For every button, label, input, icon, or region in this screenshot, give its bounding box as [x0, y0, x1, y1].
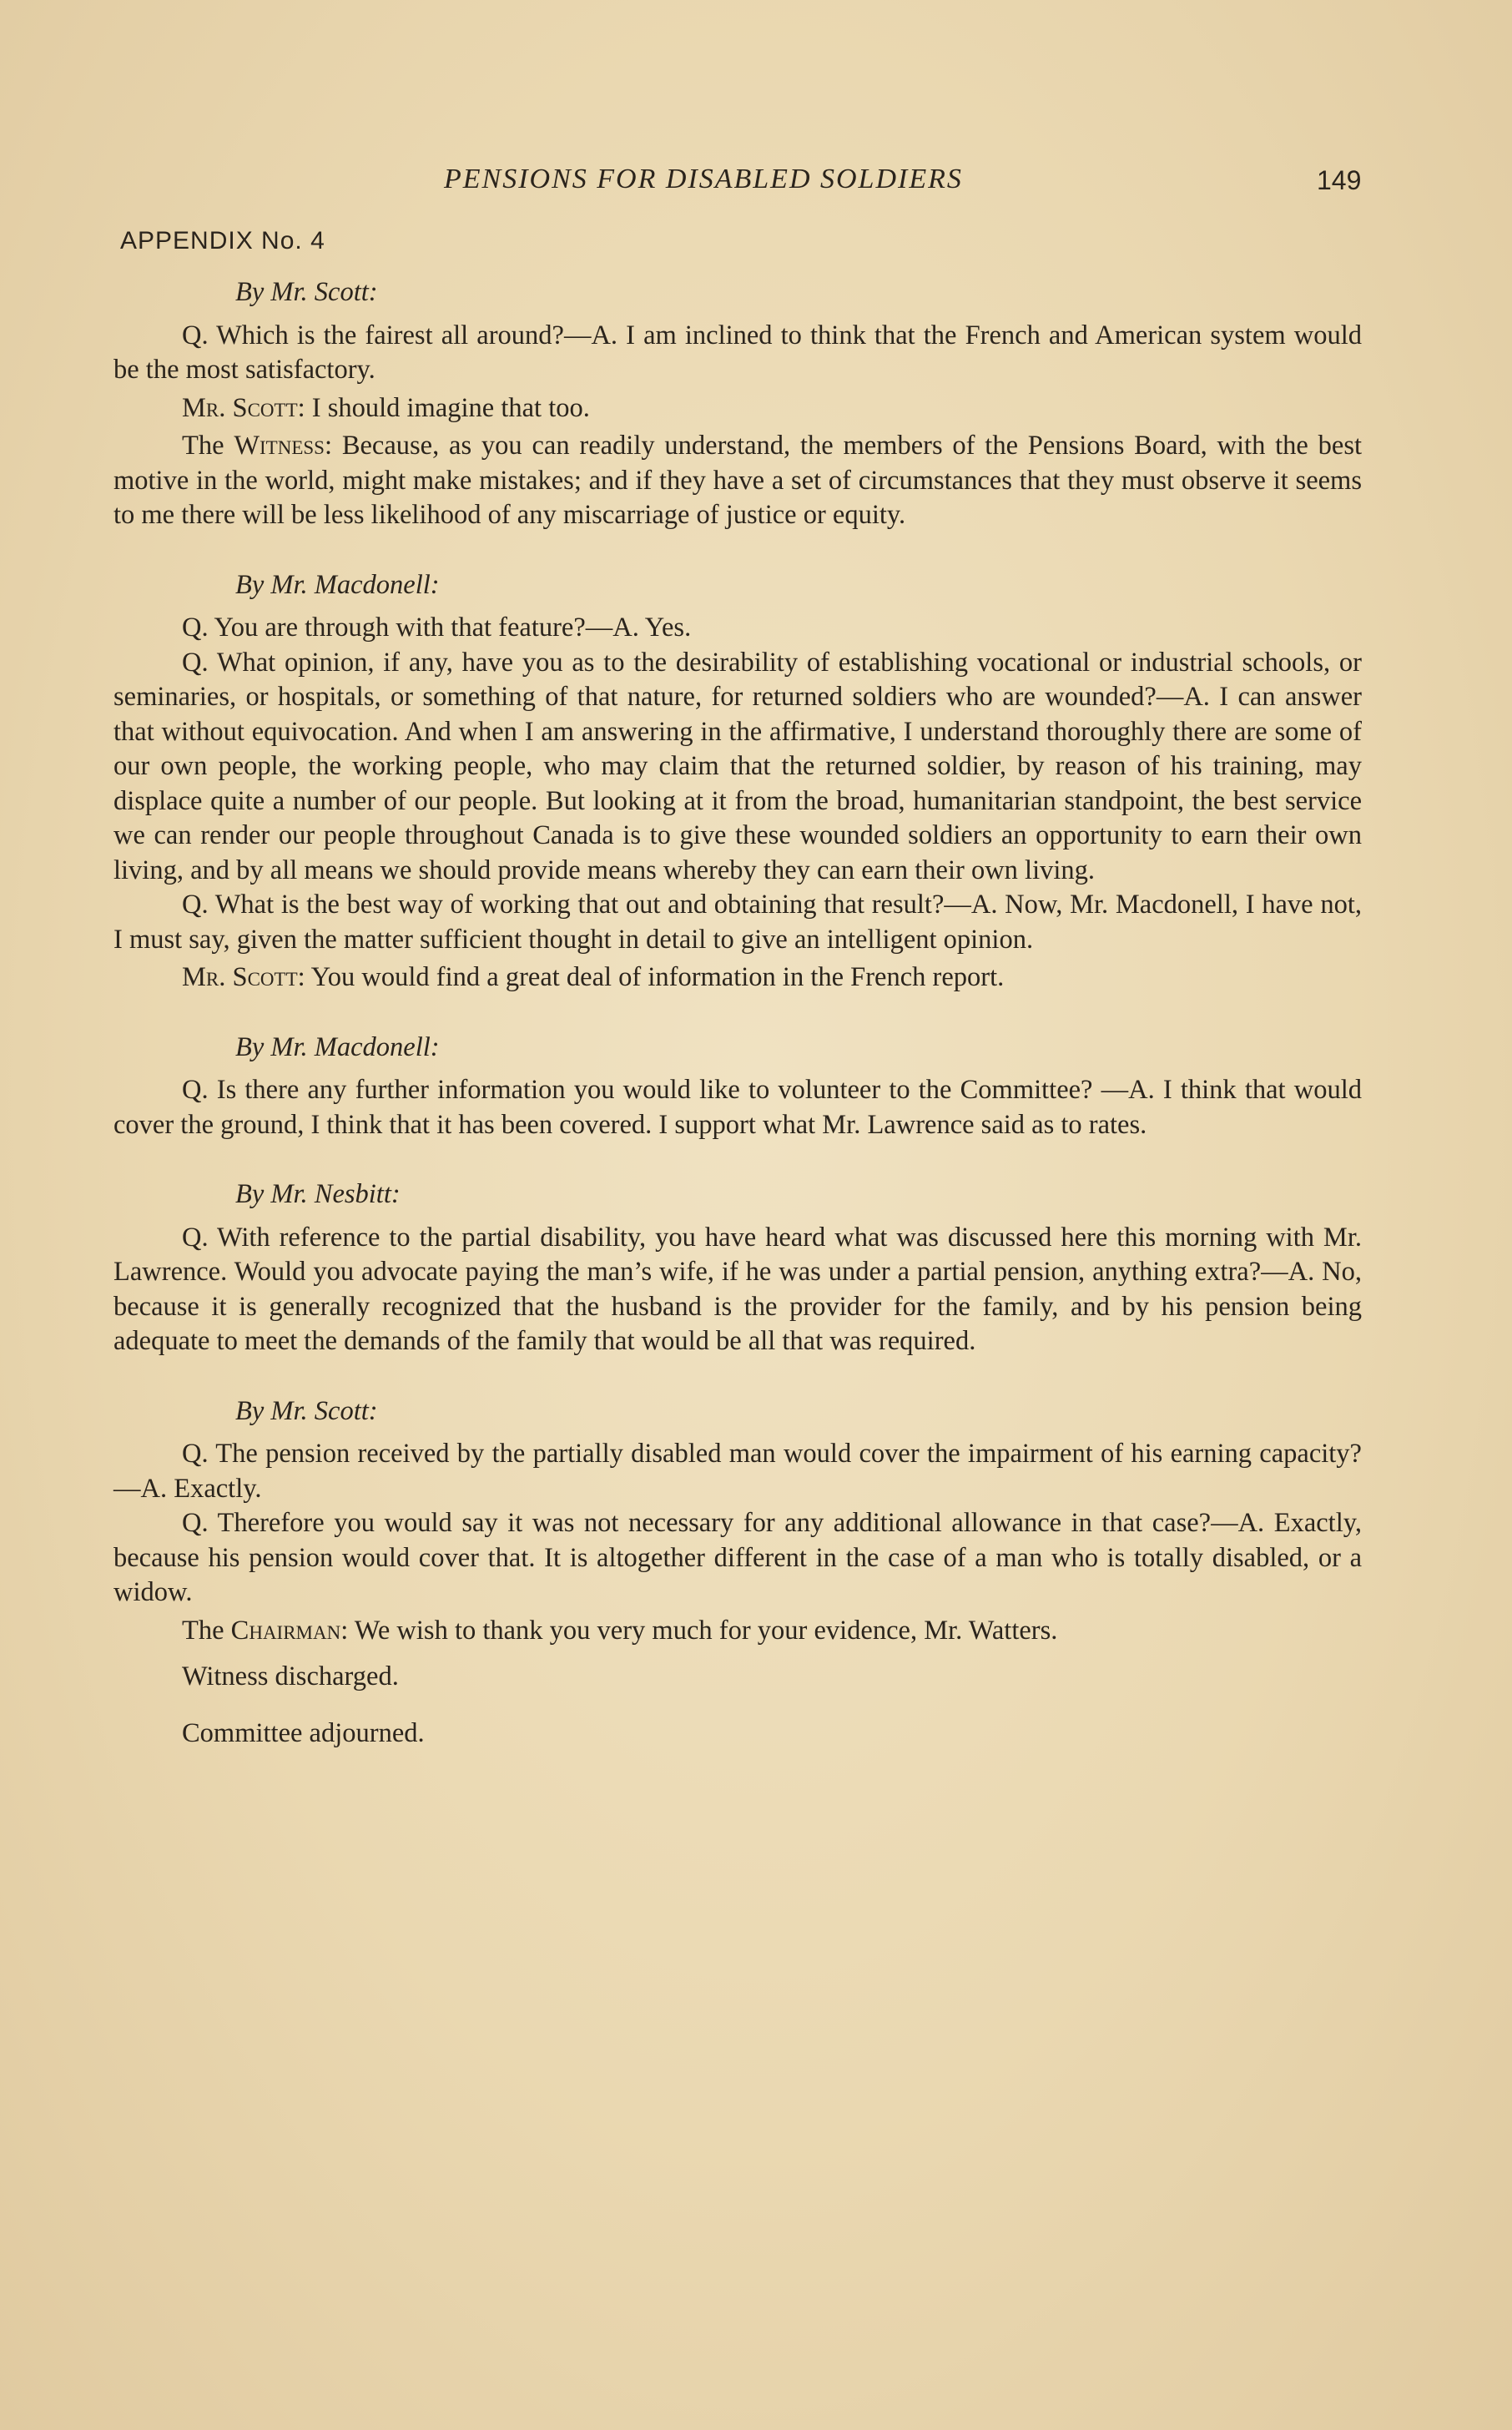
speaker-paragraph [113, 1614, 1362, 1649]
speaker-name: Mr. Scott [182, 962, 298, 992]
speaker-paragraph [113, 960, 1362, 996]
examiner-heading: By Mr. Macdonell: [235, 1031, 440, 1062]
speaker-text: : Because, as you can readily understand, the members of the Pensions Board, with the best motive in the world, might make mistakes; and if they have a set of circumstances that they must observe it seems to me there will be less likelihood of any miscarriage of justice or equity. [113, 431, 1362, 530]
examiner-heading: By Mr. Scott: [235, 277, 378, 307]
question-paragraph: Q. You are through with that feature?—A. Yes. [182, 613, 692, 643]
speaker-name: Mr. Scott [182, 392, 298, 423]
speaker-text: : You would find a great deal of information in the French report. [297, 962, 1005, 992]
question-paragraph: Q. Therefore you would say it was not necessary for any additional allowance in that case?—A. Exactly, because his pension would cover that. It is altogether different in the case of a man who is totally disabled, or a widow. [113, 1508, 1362, 1607]
appendix-label: APPENDIX No. 4 [120, 227, 325, 255]
speaker-prefix: The [182, 431, 234, 461]
speaker-prefix: The [182, 1615, 231, 1646]
speaker-text: : I should imagine that too. [297, 392, 590, 423]
examiner-heading: By Mr. Macdonell: [235, 569, 440, 600]
examiner-heading: By Mr. Nesbitt: [235, 1179, 401, 1209]
question-paragraph: Q. What is the best way of working that out and obtaining that result?—A. Now, Mr. Macdonell, I have not, I must say, given the matter sufficient thought in detail to give an intelligent opinion. [113, 890, 1362, 955]
page-number: 149 [1317, 165, 1362, 195]
speaker-name: Witness [234, 431, 325, 461]
speaker-text: : We wish to thank you very much for your evidence, Mr. Watters. [340, 1615, 1058, 1646]
document-body [113, 275, 1362, 1751]
closing-note: Committee adjourned. [182, 1717, 425, 1748]
question-paragraph: Q. With reference to the partial disability, you have heard what was discussed here this morning with Mr. Lawrence. Would you advocate paying the man’s wife, if he was under a partial pension, anything extra?—A. No, because it is generally recognized that the husband is the provider for the family, and by his pension being adequate to meet the demands of the family that would be all that was required. [113, 1222, 1362, 1356]
closing-note: Witness discharged. [182, 1661, 399, 1691]
question-paragraph: Q. Which is the fairest all around?—A. I am inclined to think that the French and American system would be the most satisfactory. [113, 320, 1362, 385]
question-paragraph: Q. The pension received by the partially disabled man would cover the impairment of his earning capacity?—A. Exactly. [113, 1439, 1362, 1504]
speaker-paragraph [113, 429, 1362, 533]
question-paragraph: Q. Is there any further information you would like to volunteer to the Committee? —A. I think that would cover the ground, I think that it has been covered. I support what Mr. Lawrence said as to rates. [113, 1075, 1362, 1140]
question-paragraph: Q. What opinion, if any, have you as to the desirability of establishing vocational or industrial schools, or seminaries, or hospitals, or something of that nature, for returned soldiers who are wounded?—A. I can answer that without equivocation. And when I am answering in the affirmative, I understand thoroughly there are some of our own people, the working people, who may claim that the returned soldier, by reason of his training, may displace quite a number of our people. But looking at it from the broad, humanitarian standpoint, the best service we can render our people throughout Canada is to give these wounded soldiers an opportunity to earn their own living, and by all means we should provide means whereby they can earn their own living. [113, 647, 1362, 885]
speaker-paragraph [113, 391, 1362, 426]
speaker-name: Chairman [230, 1615, 341, 1646]
running-title: PENSIONS FOR DISABLED SOLDIERS [444, 164, 963, 194]
running-head [0, 164, 1512, 204]
examiner-heading: By Mr. Scott: [235, 1395, 378, 1426]
